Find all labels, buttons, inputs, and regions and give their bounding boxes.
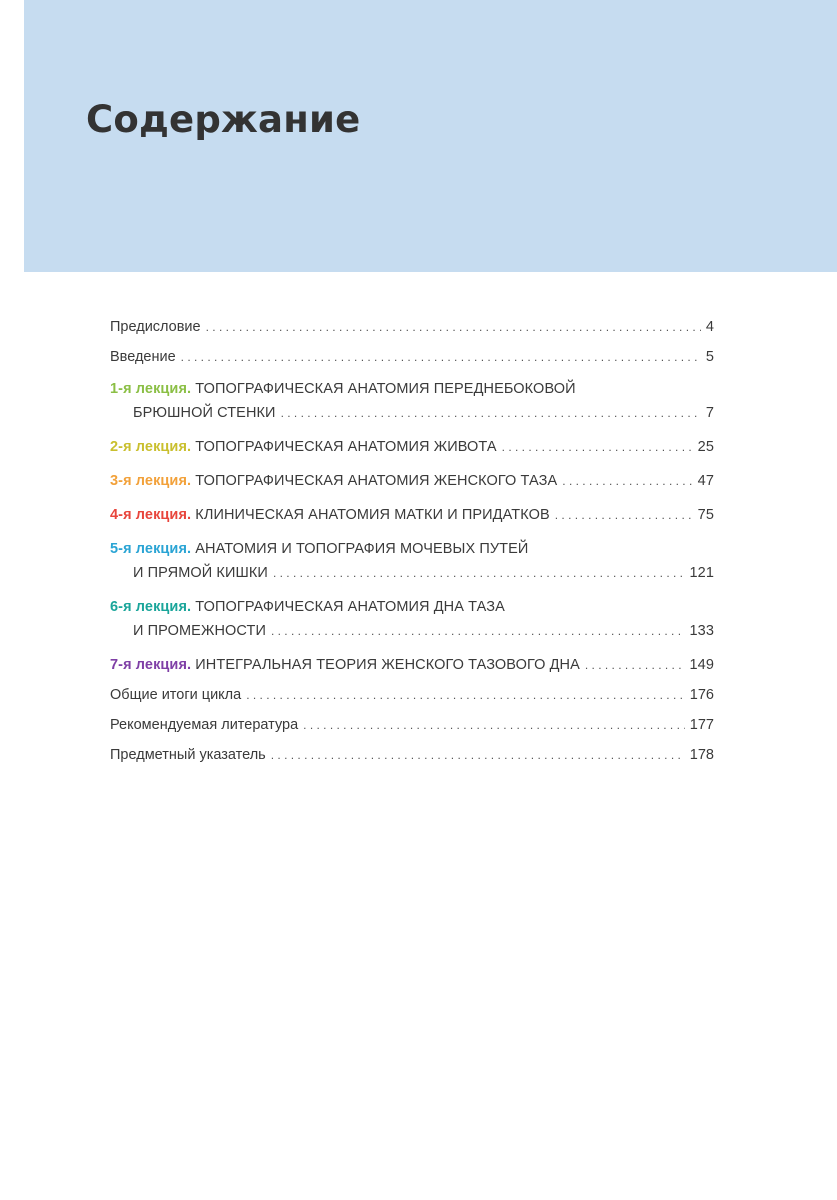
lecture-title-line1: КЛИНИЧЕСКАЯ АНАТОМИЯ МАТКИ И ПРИДАТКОВ: [195, 507, 550, 523]
lecture-title-line1: ТОПОГРАФИЧЕСКАЯ АНАТОМИЯ ДНА ТАЗА: [195, 599, 505, 615]
toc-entry-lecture-6[interactable]: [110, 595, 714, 643]
toc-entry-page: 178: [689, 747, 714, 763]
toc-entry-page: 75: [697, 507, 714, 523]
lecture-title-line1: ТОПОГРАФИЧЕСКАЯ АНАТОМИЯ ПЕРЕДНЕБОКОВОЙ: [195, 381, 576, 397]
toc-entry-literature[interactable]: [110, 713, 714, 737]
toc-entry-page: 25: [697, 439, 714, 455]
leader-dots: [555, 503, 693, 527]
lecture-label: 3-я лекция.: [110, 473, 192, 489]
lecture-label: 5-я лекция.: [110, 541, 192, 557]
toc-entry-lecture-3[interactable]: [110, 469, 714, 493]
lecture-title-line1: ТОПОГРАФИЧЕСКАЯ АНАТОМИЯ ЖЕНСКОГО ТАЗА: [195, 473, 558, 489]
lecture-title-line2: И ПРОМЕЖНОСТИ: [133, 623, 266, 639]
toc-entry-page: 121: [689, 565, 714, 581]
leader-dots: [206, 315, 701, 339]
leader-dots: [273, 561, 685, 585]
toc-entry-intro[interactable]: [110, 345, 714, 369]
lecture-title-line2: БРЮШНОЙ СТЕНКИ: [133, 405, 276, 421]
lecture-title-line1: ИНТЕГРАЛЬНАЯ ТЕОРИЯ ЖЕНСКОГО ТАЗОВОГО ДНА: [195, 657, 580, 673]
leader-dots: [585, 653, 685, 677]
lecture-title-line1: ТОПОГРАФИЧЕСКАЯ АНАТОМИЯ ЖИВОТА: [195, 439, 497, 455]
leader-dots: [271, 743, 685, 767]
toc-entry-page: 133: [689, 623, 714, 639]
toc-entry-title: Предисловие: [110, 319, 201, 335]
toc-entry-page: 4: [705, 319, 714, 335]
toc-entry-index[interactable]: [110, 743, 714, 767]
leader-dots: [502, 435, 693, 459]
lecture-label: 2-я лекция.: [110, 439, 192, 455]
leader-dots: [281, 401, 701, 425]
leader-dots: [562, 469, 692, 493]
leader-dots: [246, 683, 685, 707]
toc-entry-lecture-4[interactable]: [110, 503, 714, 527]
toc-entry-title: Рекомендуемая литература: [110, 717, 299, 733]
toc-entry-lecture-1[interactable]: [110, 377, 714, 425]
toc-entry-page: 176: [689, 687, 714, 703]
toc-entry-page: 177: [689, 717, 714, 733]
toc-entry-lecture-2[interactable]: [110, 435, 714, 459]
leader-dots: [303, 713, 685, 737]
toc-entry-page: 5: [705, 349, 714, 365]
page-title: Содержание: [86, 98, 361, 141]
toc-entry-title: Предметный указатель: [110, 747, 266, 763]
lecture-label: 6-я лекция.: [110, 599, 192, 615]
toc-entry-title: Общие итоги цикла: [110, 687, 242, 703]
toc-entry-title: Введение: [110, 349, 176, 365]
toc-entry-page: 149: [689, 657, 714, 673]
toc-entry-page: 7: [705, 405, 714, 421]
lecture-title-line1: АНАТОМИЯ И ТОПОГРАФИЯ МОЧЕВЫХ ПУТЕЙ: [195, 541, 529, 557]
table-of-contents: [110, 315, 714, 767]
leader-dots: [181, 345, 701, 369]
toc-entry-lecture-5[interactable]: [110, 537, 714, 585]
toc-entry-summary[interactable]: [110, 683, 714, 707]
toc-entry-page: 47: [697, 473, 714, 489]
toc-entry-lecture-7[interactable]: [110, 653, 714, 677]
lecture-label: 7-я лекция.: [110, 657, 192, 673]
toc-entry-preface[interactable]: [110, 315, 714, 339]
lecture-title-line2: И ПРЯМОЙ КИШКИ: [133, 565, 268, 581]
lecture-label: 4-я лекция.: [110, 507, 192, 523]
leader-dots: [271, 619, 685, 643]
lecture-label: 1-я лекция.: [110, 381, 192, 397]
